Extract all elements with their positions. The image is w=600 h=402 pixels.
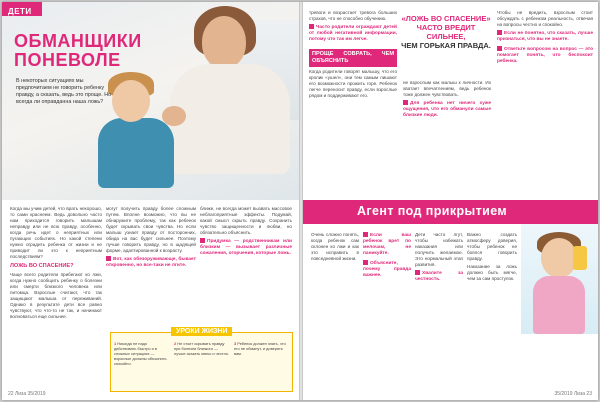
pull-quote-text: Объясните, почему правда важнее. (363, 260, 411, 278)
bottom-column-1 (311, 232, 359, 264)
quote-line: «ЛОЖЬ ВО СПАСЕНИЕ» (401, 14, 491, 23)
subheading-lie-rescue: ЛОЖЬ ВО СПАСЕНИЕ? (10, 263, 74, 269)
body-paragraph: тревоги и возрастает тревога больших страхов, что не способно обучению. (309, 10, 397, 21)
right-page (303, 2, 598, 400)
lesson-item (114, 341, 170, 366)
mother-figure-body (170, 64, 290, 174)
intro-paragraph: Когда мы учим детей, что врать нехорошо, то сами краснеем. Ведь довольно часто нам приходится говорить малышам неправду или не всю правду, особенно, когда речь идет о неприятных или пугающих событиях. Но какой степени нужно оградить ребенка от жизни и не приводит ли это к неприятным последствиям? (10, 206, 102, 259)
pull-quote-text: Для ребенка нет ничего хуже ощущения, что его обманули самые близкие люди. (403, 100, 491, 118)
pull-quote-text: Ответьте вопросом на вопрос — это помогает понять, что беспокоит ребенка. (497, 46, 593, 64)
right-column-3 (497, 10, 593, 65)
mother-figure-head (202, 16, 246, 68)
girl-figure-head (541, 238, 577, 278)
section-tag: ДЕТИ (8, 7, 32, 16)
child-figure-body (98, 118, 174, 188)
left-column-2 (106, 206, 196, 269)
pull-quote-text: Придумка — родственникам или близким — вызывает различные сожаления, огорчения, которые ложь. (200, 238, 292, 256)
body-paragraph: не взрослым как малыш к личности. Их хватает впечатлениям, ведь ребенок тоже должен чувствовать. (403, 80, 491, 97)
pull-quote (363, 232, 411, 257)
pull-quote-text: Если не понятно, что сказать, лучше признаться, что вы не знаете. (497, 30, 593, 42)
left-column-3 (200, 206, 292, 257)
girl-figure-body (533, 276, 585, 334)
body-paragraph: Наказание за ложь должно быть мягче, чем за сам проступок. (467, 264, 517, 281)
pull-quote (200, 238, 292, 257)
bullet-square-icon (497, 46, 502, 51)
pull-quote-text: Если ваш ребенок врет по мелочам, не паникуйте. (363, 232, 411, 256)
body-paragraph: Дети часто лгут, чтобы избежать наказания или получить желаемое. Это нормальный этап развития. (415, 232, 463, 267)
pull-quote-text: Часто родители ограждают детей от любой негативной информации, потому что так им легче. (309, 24, 397, 42)
bullet-square-icon (403, 100, 408, 105)
feature-quote (401, 14, 491, 50)
quote-line: ЧАСТО ВРЕДИТ СИЛЬНЕЕ, (416, 23, 476, 41)
lesson-number: 2 (174, 341, 177, 346)
lesson-text: Никогда не надо действовать быстро и в сложных ситуациях — взрослые должны объяснить спокойно. (114, 341, 167, 366)
body-paragraph: могут получить правду более сложным путем. Вполне возможно, что вы не обнаружите проблему, так как ребенок будет скрывать свои чувства. Но если малыш узнает правду от посторонних, обида на вас будет сильнее. Поэтому лучше говорить правду, но в щадящей форме, адаптированной к возрасту. (106, 206, 196, 253)
article-lead: В некоторых ситуациях мы предпочитаем не говорить ребенку правду, а сказать, ведь это проще. Но всегда ли оправданна наша ложь? (16, 78, 112, 105)
right-column-1 (309, 10, 397, 101)
body-paragraph: Чтобы не вредить, взрослым стоит обсуждать с ребенком реальность, отвечая на вопросы честно и спокойно. (497, 10, 593, 27)
lesson-text: Не стоит скрывать правду при болезни близкого — лучше сказать мягко и честно. (174, 341, 229, 356)
lesson-text: Ребенок должен знать, что его не обманут, и доверять вам. (234, 341, 286, 356)
sidebar-banner: Агент под прикрытием (303, 200, 598, 224)
bullet-square-icon (415, 270, 420, 275)
body-paragraph: ближе, не всегда может вызвать массовое неблагоприятные эффекты. Подумай, какой смысл скрыть правду. Сохранить чувство защищенности и любви, но обязательно объяснить. (200, 206, 292, 235)
body-paragraph: Очень сложно понять, когда ребенок сам склонен ко лжи и как это исправить в повседневной жизни. (311, 232, 359, 261)
pull-quote (497, 46, 593, 65)
pull-quote (415, 270, 463, 283)
magazine-spread (2, 2, 598, 400)
pull-quote (106, 256, 196, 269)
bullet-square-icon (309, 24, 314, 29)
page-folio-right: 35/2019 Лиза 23 (554, 391, 592, 397)
right-column-2 (403, 80, 491, 119)
pull-quote-text: Вот, как обезоруживающе, бывает откровенно, но все-таки не лгите. (106, 256, 196, 268)
subheading-easier-lie: ПРОЩЕ СОВРАТЬ, ЧЕМ ОБЪЯСНИТЬ (309, 49, 397, 67)
bullet-square-icon (497, 30, 502, 35)
bullet-square-icon (106, 256, 111, 261)
lesson-number: 1 (114, 341, 117, 346)
pull-quote (309, 24, 397, 43)
lesson-number: 3 (234, 341, 237, 346)
pull-quote-text: Хвалите за честность. (415, 270, 463, 282)
left-column-1 (10, 206, 102, 322)
left-page (2, 2, 299, 400)
pull-quote (363, 260, 411, 279)
life-lessons-title: УРОКИ ЖИЗНИ (171, 327, 232, 336)
quote-line: ЧЕМ ГОРЬКАЯ ПРАВДА. (401, 41, 491, 50)
bullet-square-icon (200, 238, 205, 243)
life-lessons-box (110, 328, 293, 392)
bullet-square-icon (363, 260, 368, 265)
hero-photo (2, 2, 299, 200)
phone-prop-icon (573, 246, 587, 270)
bullet-square-icon (363, 232, 368, 237)
body-paragraph: Важно создать атмосферу доверия, чтобы ребенок не боялся говорить правду. (467, 232, 517, 261)
page-folio-left: 22 Лиза 35/2019 (8, 391, 46, 397)
mother-hand (162, 106, 186, 126)
lesson-item (174, 341, 230, 356)
body-paragraph: Когда родители говорят малышу, что его кролик «ушел», они тем самым лишают его возможности прожить горе. Ребенок легче переносит правду, если взрослые рядом и поддерживают его. (309, 68, 397, 98)
article-title: ОБМАНЩИКИ ПОНЕВОЛЕ (14, 31, 142, 70)
bottom-column-4 (467, 232, 517, 284)
pull-quote (403, 100, 491, 119)
lesson-item (234, 341, 290, 356)
bottom-column-2 (363, 232, 411, 279)
bottom-column-3 (415, 232, 463, 283)
body-paragraph: Чаще всего родители прибегают ко лжи, когда нужно сообщить ребенку о болезни или смерти близкого человека или питомца. Взрослые считают, что так защищают малыша от переживаний. Однако в результате дети все равно чувствуют, что что-то не так, и начинают волноваться еще сильнее. (10, 272, 102, 319)
pull-quote (497, 30, 593, 43)
